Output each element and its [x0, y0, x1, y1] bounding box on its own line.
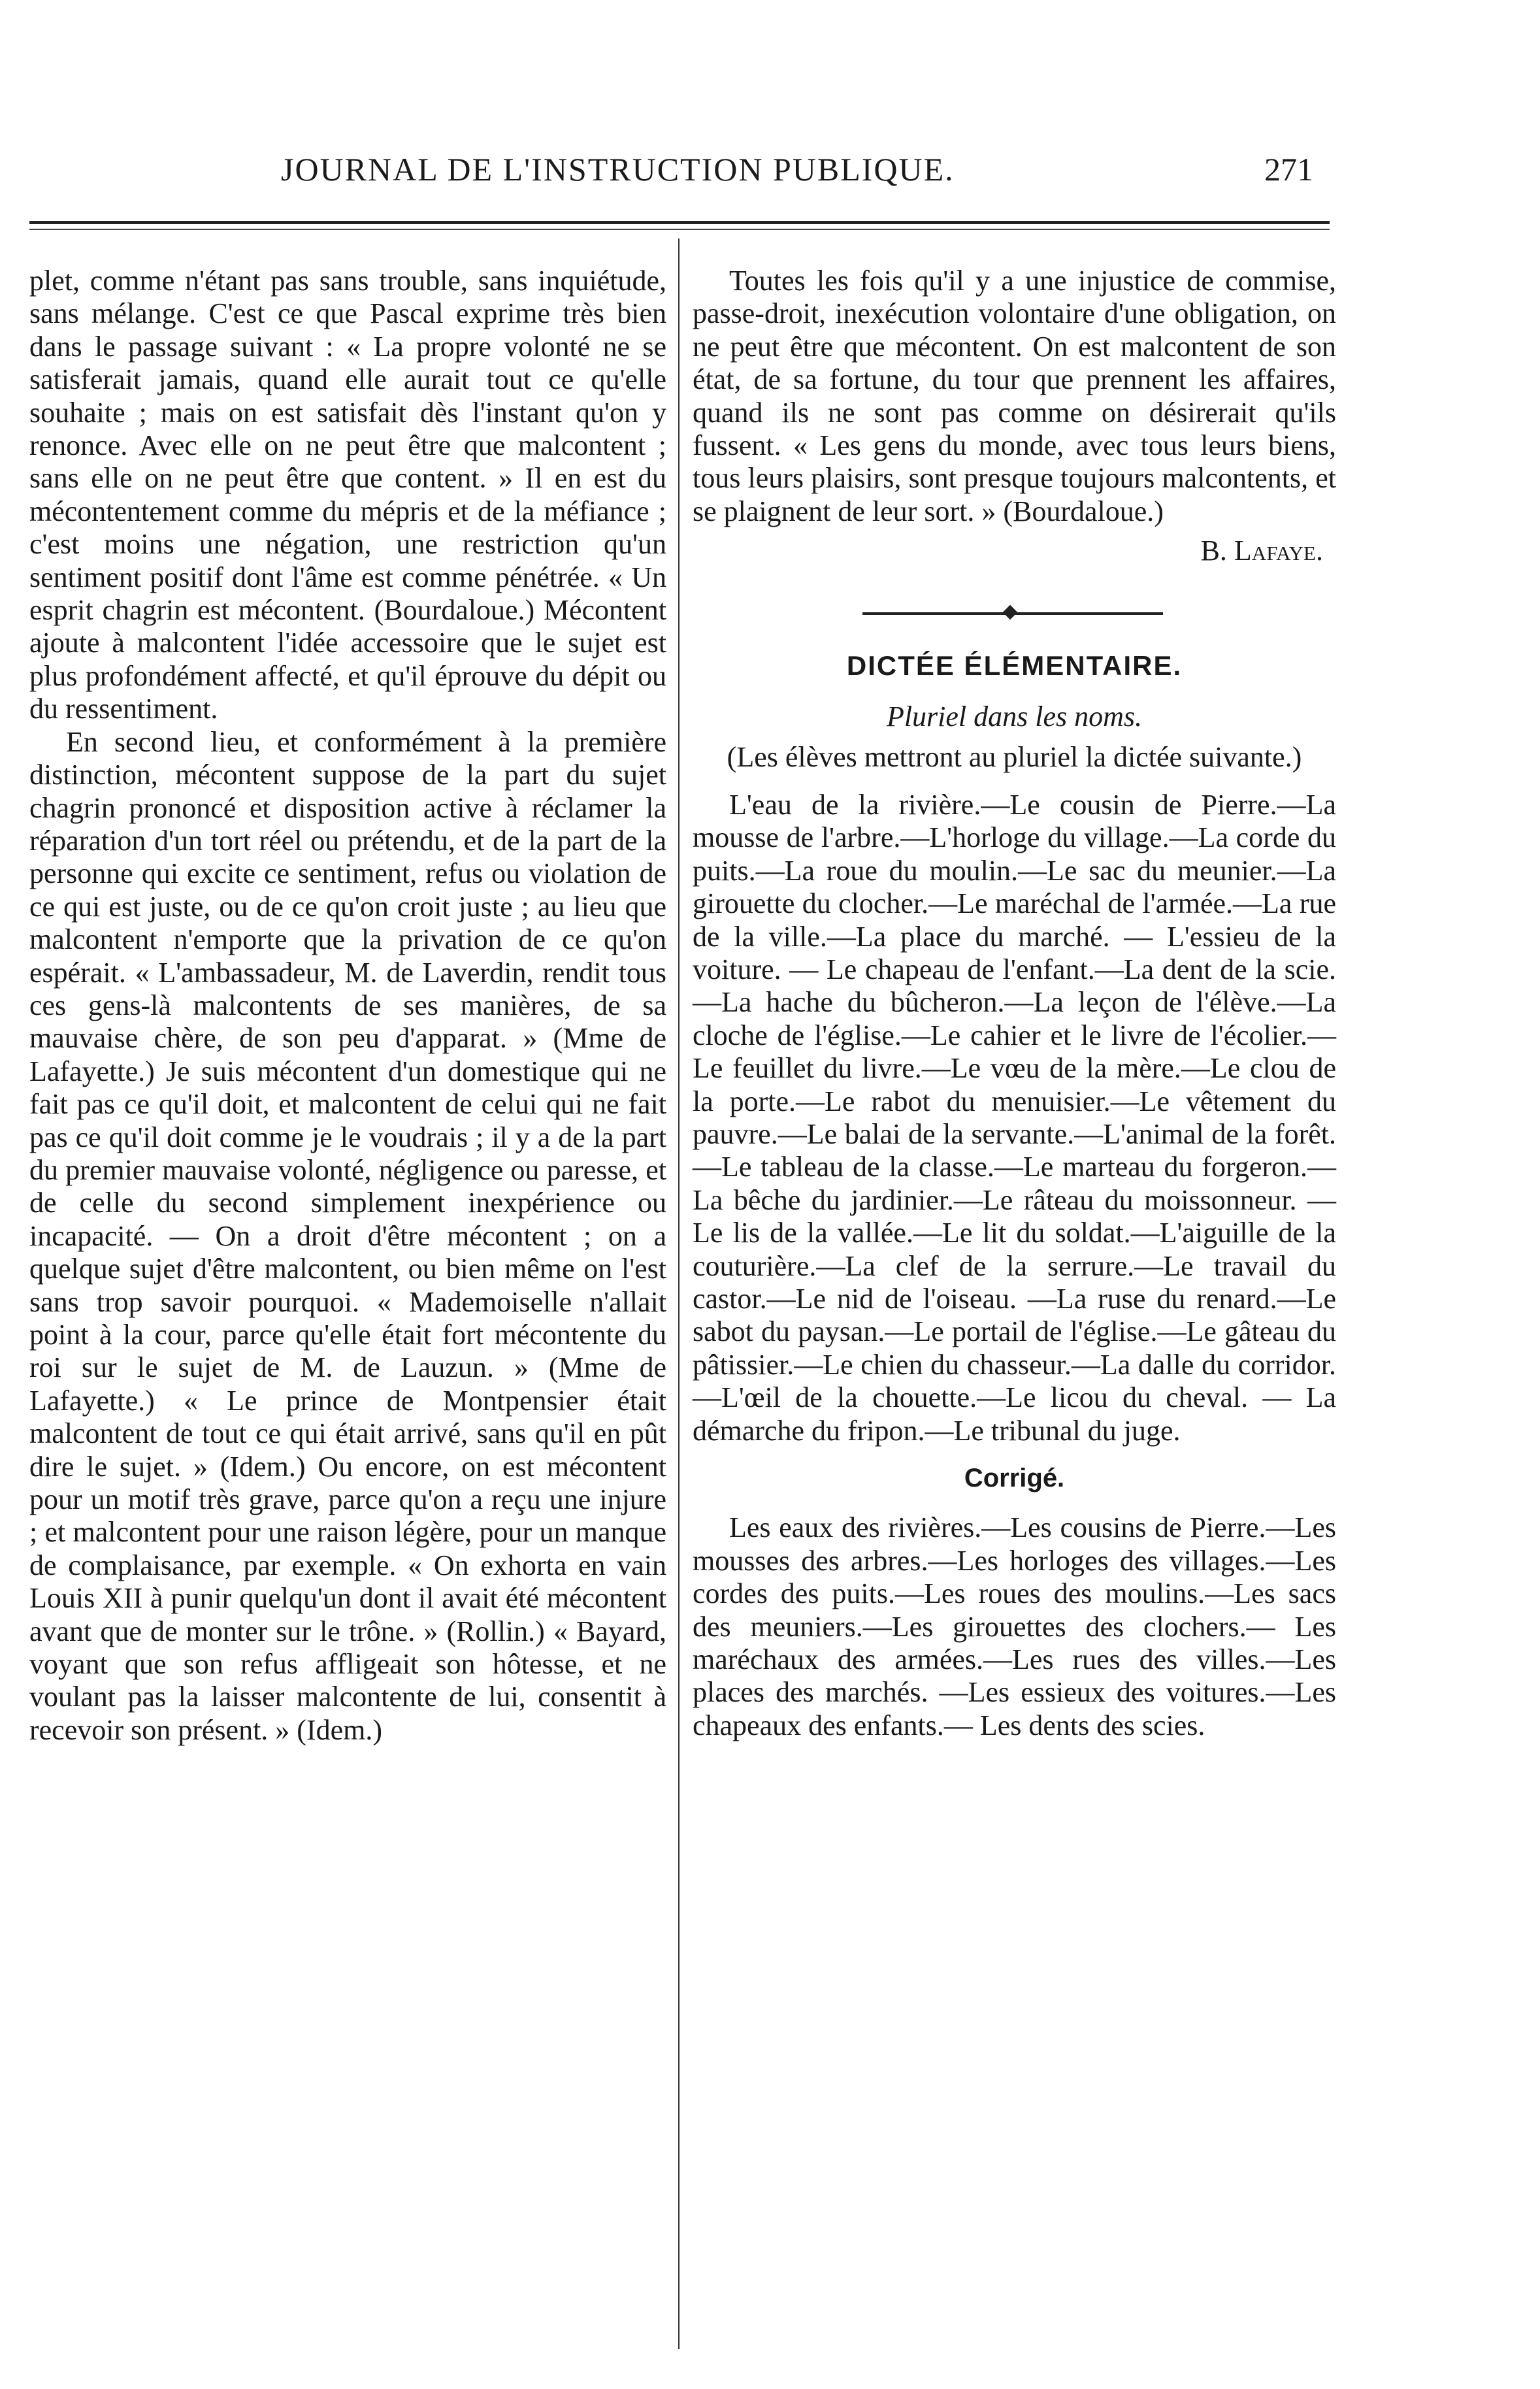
page-header	[0, 150, 1540, 209]
section-subtitle: Pluriel dans les noms.	[886, 700, 1143, 733]
section-title: DICTÉE ÉLÉMENTAIRE.	[846, 650, 1183, 681]
author-signature: B. Lafaye.	[1200, 535, 1323, 567]
dictation-text: L'eau de la rivière.—Le cousin de Pierre.—La mousse de l'arbre.—L'horloge du village.—La corde du puits.—La roue du moulin.—Le sac du meunier.—La girouette du clocher.—Le maréchal de l'armée.—La rue de la ville.—La place du marché. — L'essieu de la voiture. — Le chapeau de l'enfant.—La dent de la scie. —La hache du bûcheron.—La leçon de l'élève.—La cloche de l'église.—Le cahier et le livre de l'écolier.—Le feuillet du livre.—Le vœu de la mère.—Le clou de la porte.—Le rabot du menuisier.—Le vêtement du pauvre.—Le balai de la servante.—L'animal de la forêt.—Le tableau de la classe.—Le marteau du forgeron.—La bêche du jardinier.—Le râteau du moissonneur. — Le lis de la vallée.—Le lit du soldat.—L'aiguille de la couturière.—La clef de la serrure.—Le travail du castor.—Le nid de l'oiseau. —La ruse du renard.—Le sabot du paysan.—Le portail de l'église.—Le gâteau du pâtissier.—Le chien du chasseur.—La dalle du corridor. —L'œil de la chouette.—Le licou du cheval. — La démarche du fripon.—Le tribunal du juge.	[693, 788, 1336, 1447]
header-rule	[29, 221, 1330, 224]
dictation-instruction: (Les élèves mettront au pluriel la dictée suivante.)	[727, 741, 1302, 774]
column-divider	[678, 239, 680, 2349]
running-title: JOURNAL DE L'INSTRUCTION PUBLIQUE.	[281, 151, 955, 188]
right-paragraph-1: Toutes les fois qu'il y a une injustice de commise, passe-droit, inexécution volontaire d'une obligation, on ne peut être que mécontent. On est malcontent de son état, de sa fortune, du tour que prennent les affaires, quand ils ne sont pas comme on désirerait qu'ils fussent. « Les gens du monde, avec tous leurs biens, tous leurs plaisirs, sont presque toujours malcontents, et se plaignent de leur sort. » (Bourdaloue.)	[693, 265, 1336, 527]
page-number: 271	[1264, 151, 1313, 188]
left-paragraph-2: En second lieu, et conformément à la première distinction, mécontent suppose de la part du sujet chagrin prononcé et disposition active à réclamer la réparation d'un tort réel ou prétendu, et de la part de la personne qui excite ce sentiment, refus ou violation de ce qui est juste, ou de ce qu'on croit juste ; au lieu que malcontent n'emporte que la privation de ce qu'on espérait. « L'ambassadeur, M. de Laverdin, rendit tous ces gens-là malcontents de ses manières, de sa mauvaise chère, de son peu d'apparat. » (Mme de Lafayette.) Je suis mécontent d'un domestique qui ne fait pas ce qu'il doit, et malcontent de celui qui ne fait pas ce qu'il doit comme je le voudrais ; il y a de la part du premier mauvaise volonté, négligence ou paresse, et de celle du second simplement inexpérience ou incapacité. — On a droit d'être mécontent ; on a quelque sujet d'être malcontent, ou bien même on l'est sans trop savoir pourquoi. « Mademoiselle n'allait point à la cour, parce qu'elle était fort mécontente du roi sur le sujet de M. de Lauzun. » (Mme de Lafayette.) « Le prince de Montpensier était malcontent de tout ce qui était arrivé, sans qu'il en pût dire le sujet. » (Idem.) Ou encore, on est mécontent pour un motif très grave, parce qu'on a reçu une injure ; et malcontent pour une raison légère, pour un manque de complaisance, par exemple. « On exhorta en vain Louis XII à punir quelqu'un dont il avait été mécontent avant que de monter sur le trône. » (Rollin.) « Bayard, voyant que son refus affligeait son hôtesse, et ne voulant pas la laisser malcontente de lui, consentit à recevoir son présent. » (Idem.)	[29, 725, 666, 1746]
corrige-title: Corrigé.	[964, 1464, 1065, 1492]
section-ornament	[693, 607, 1336, 620]
ornament-diamond-icon	[1003, 604, 1018, 619]
left-paragraph-1: plet, comme n'étant pas sans trouble, sans inquiétude, sans mélange. C'est ce que Pascal exprime très bien dans le passage suivant : « La propre volonté ne se satisferait jamais, quand elle aurait tout ce qu'elle souhaite ; mais on est satisfait dès l'instant qu'on y renonce. Avec elle on ne peut être que malcontent ; sans elle on ne peut être que content. » Il en est du mécontentement comme du mépris et de la méfiance ; c'est moins une négation, une restriction qu'un sentiment positif dont l'âme est comme pénétrée. « Un esprit chagrin est mécontent. (Bourdaloue.) Mécontent ajoute à malcontent l'idée accessoire que le sujet est plus profondément affecté, et qu'il éprouve du dépit ou du ressentiment.	[29, 265, 666, 725]
left-column	[29, 265, 666, 1747]
corrige-text: Les eaux des rivières.—Les cousins de Pierre.—Les mousses des arbres.—Les horloges des villages.—Les cordes des puits.—Les roues des moulins.—Les sacs des meuniers.—Les girouettes des clochers.— Les maréchaux des armées.—Les rues des villes.—Les places des marchés. —Les essieux des voitures.—Les chapeaux des enfants.— Les dents des scies.	[693, 1511, 1336, 1741]
right-column	[693, 265, 1336, 1742]
header-rule-thin	[29, 229, 1330, 230]
